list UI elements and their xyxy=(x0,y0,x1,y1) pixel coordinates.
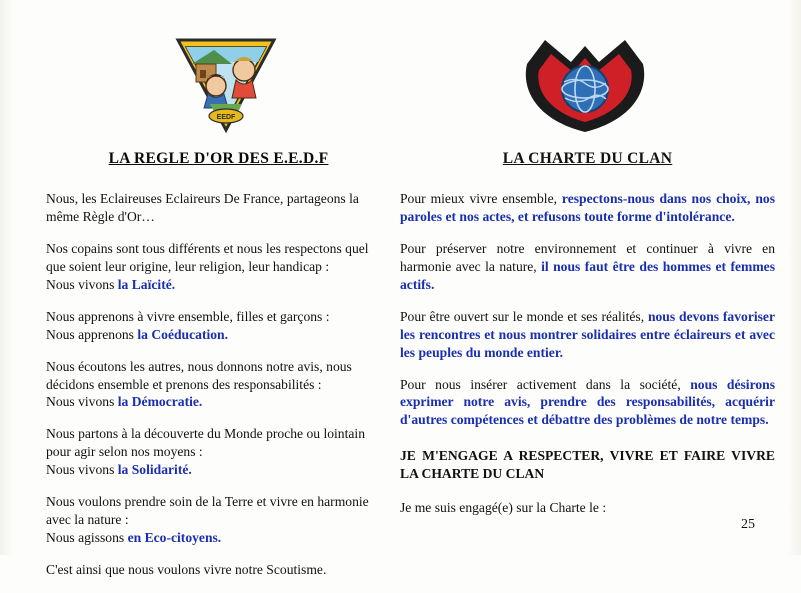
regle-dor-paragraph xyxy=(46,190,391,226)
paragraph-line: que soient leur origine, leur religion, leur handicap : xyxy=(46,258,330,274)
regle-dor-title: LA REGLE D'OR DES E.E.D.F xyxy=(108,150,329,167)
highlighted-commitment: nous désirons exprimer notre avis, prendre des responsabilités, acquérir d'autres compétences et débattre des problèmes de notre temps. xyxy=(400,376,776,428)
regle-dor-paragraph xyxy=(46,561,391,579)
regle-dor-paragraph xyxy=(46,358,391,412)
paragraph-line: Nous, les Eclaireuses Eclaireurs De France, partageons la xyxy=(46,191,359,206)
paragraph-line: C'est ainsi que nous voulons vivre notre Scoutisme. xyxy=(46,562,327,577)
eedf-triangle-badge xyxy=(170,30,282,138)
regle-dor-column xyxy=(46,150,391,593)
paragraph-line: avec la nature : xyxy=(46,512,129,528)
charte-paragraph xyxy=(400,240,775,294)
paragraph-lead: Pour nous insérer activement dans la société, xyxy=(400,376,691,392)
paragraph-line: Nous agissons xyxy=(46,530,128,546)
highlighted-value: la Coéducation. xyxy=(137,326,229,342)
highlighted-value: en Eco-citoyens. xyxy=(127,530,222,546)
charte-title: LA CHARTE DU CLAN xyxy=(502,150,673,167)
regle-dor-paragraph xyxy=(46,240,391,294)
engagement-statement: JE M'ENGAGE A RESPECTER, VIVRE ET FAIRE VIVRE LA CHARTE DU CLAN xyxy=(400,448,775,482)
regle-dor-paragraph xyxy=(46,308,391,344)
paragraph-line: Nous apprenons xyxy=(46,326,138,342)
highlighted-commitment: respectons-nous dans nos choix, nos paroles et nos actes, et refusons toute forme d'intolérance. xyxy=(400,191,775,224)
charte-body xyxy=(400,190,775,429)
charte-paragraph xyxy=(400,308,775,362)
paragraph-line: Nous apprenons à vivre ensemble, filles et garçons : xyxy=(46,308,330,324)
highlighted-value: la Solidarité. xyxy=(117,462,192,478)
regle-dor-paragraph xyxy=(46,493,391,547)
paragraph-line: pour agir selon nos moyens : xyxy=(46,444,203,460)
clan-globe-badge xyxy=(515,34,655,139)
paragraph-line: Nous vivons xyxy=(46,462,118,478)
charte-du-clan-column xyxy=(400,150,775,531)
highlighted-value: la Laïcité. xyxy=(117,276,176,292)
paragraph-line: Nous vivons xyxy=(46,276,118,292)
charte-paragraph xyxy=(400,190,775,226)
charte-paragraph xyxy=(400,376,775,430)
signature-line: Je me suis engagé(e) sur la Charte le : xyxy=(400,500,607,516)
highlighted-commitment: il nous faut être des hommes et femmes actifs. xyxy=(400,258,775,292)
paragraph-line: Nous partons à la découverte du Monde proche ou lointain xyxy=(46,426,365,442)
paragraph-lead: Pour mieux vivre ensemble, xyxy=(400,191,562,206)
paragraph-lead: Pour préserver notre environnement et continuer à vivre en harmonie avec la nature, xyxy=(400,240,775,274)
paragraph-line: Nous vivons xyxy=(46,394,118,410)
svg-text:EEDF: EEDF xyxy=(216,114,236,121)
paragraph-line: Nos copains sont tous différents et nous les respectons quel xyxy=(46,240,369,256)
paragraph-line: décidons ensemble et prenons des responsabilités : xyxy=(46,376,322,392)
page-number: 25 xyxy=(741,517,755,532)
paragraph-line: Nous voulons prendre soin de la Terre et vivre en harmonie xyxy=(46,494,369,510)
regle-dor-body xyxy=(46,190,391,579)
highlighted-value: la Démocratie. xyxy=(117,394,203,410)
regle-dor-paragraph xyxy=(46,425,391,479)
paragraph-line: Nous écoutons les autres, nous donnons notre avis, nous xyxy=(46,358,352,374)
paragraph-lead: Pour être ouvert sur le monde et ses réalités, xyxy=(400,308,648,324)
highlighted-commitment: nous devons favoriser les rencontres et nous montrer solidaires entre éclaireurs et avec les peuples du monde entier. xyxy=(400,308,775,360)
paragraph-line: même Règle d'Or… xyxy=(46,208,155,224)
